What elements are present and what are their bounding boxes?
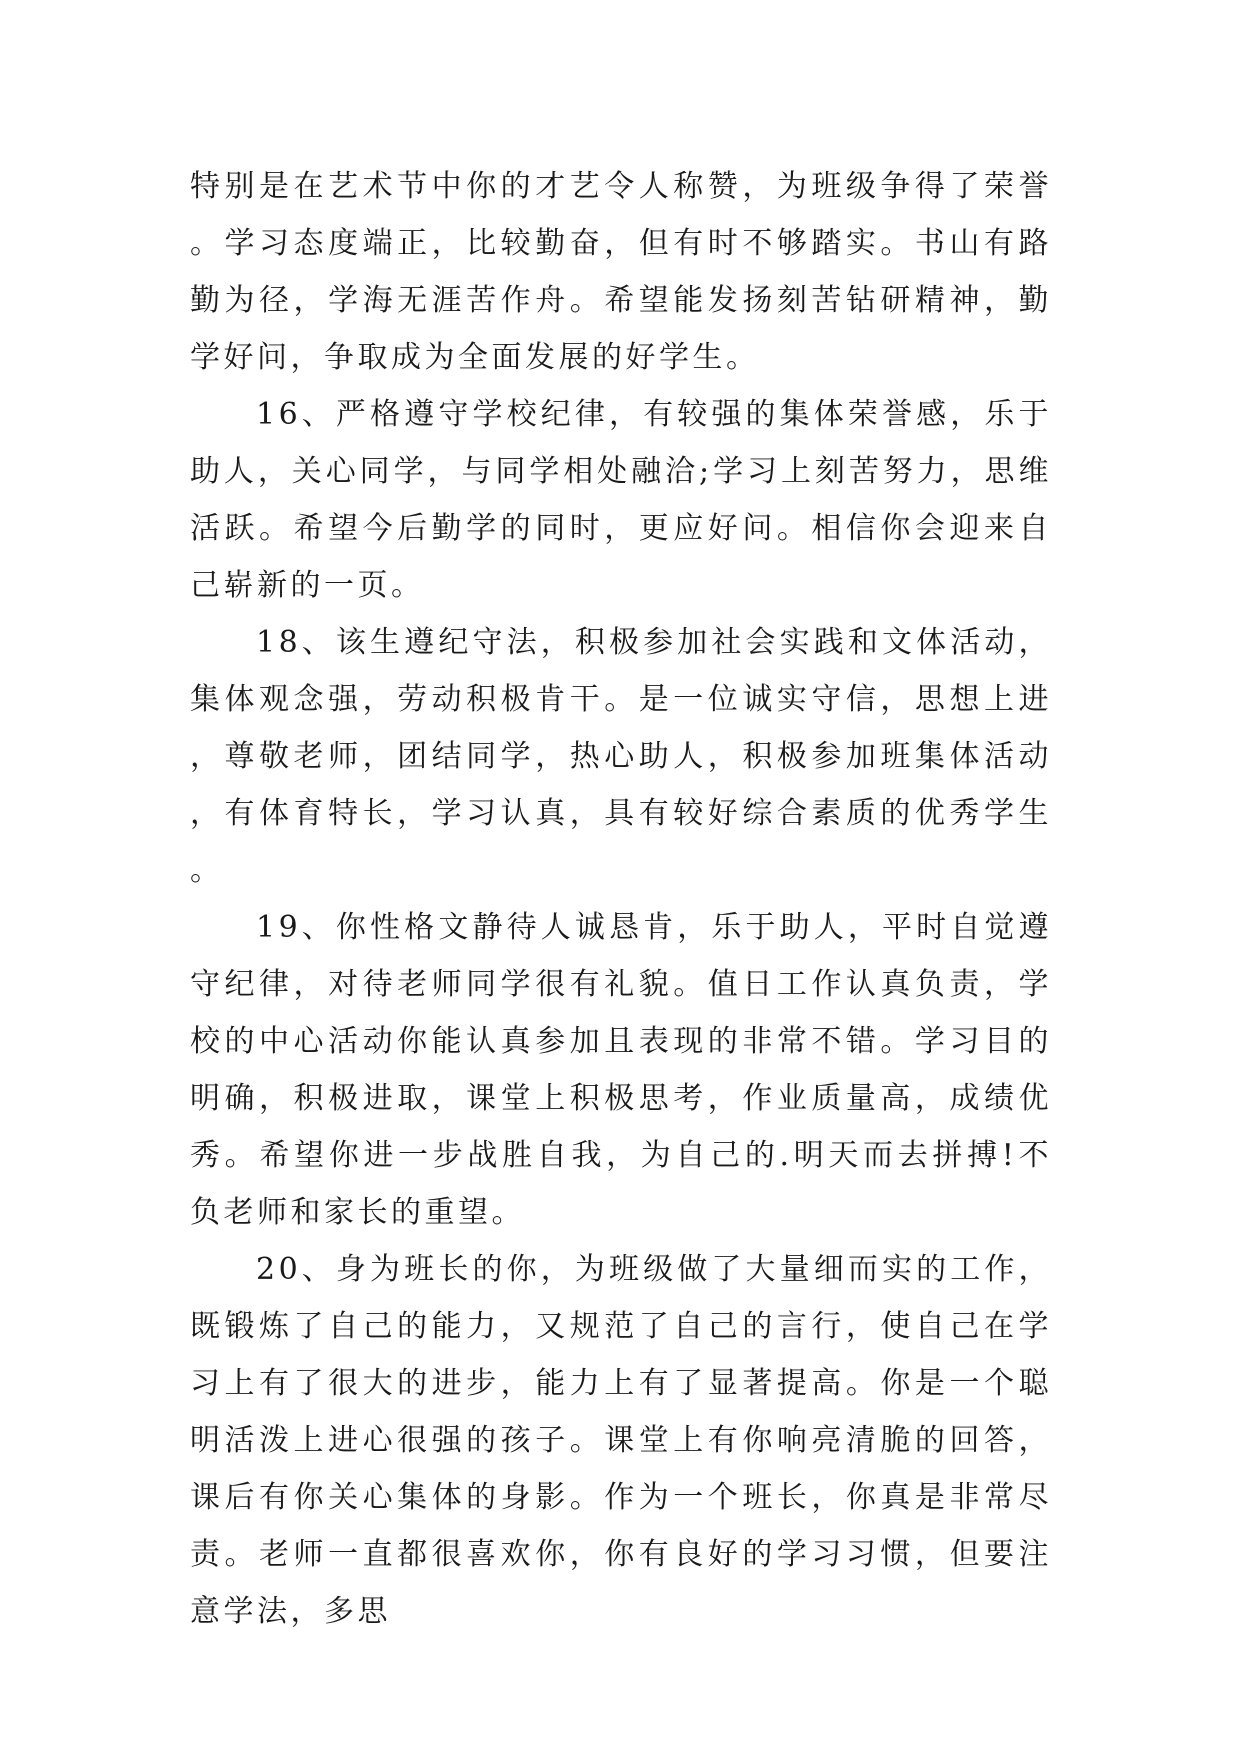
paragraph-continuation: 特别是在艺术节中你的才艺令人称赞，为班级争得了荣誉。学习态度端正，比较勤奋，但有时不够踏实。书山有路勤为径，学海无涯苦作舟。希望能发扬刻苦钻研精神，勤学好问，争取成为全面发展的好学生。 (190, 169, 1052, 375)
paragraph-comment-18: 18、该生遵纪守法，积极参加社会实践和文体活动，集体观念强，劳动积极肯干。是一位诚实守信，思想上进，尊敬老师，团结同学，热心助人，积极参加班集体活动，有体育特长，学习认真，具有较好综合素质的优秀学生。 (190, 625, 1052, 888)
paragraph-comment-16: 16、严格遵守学校纪律，有较强的集体荣誉感，乐于助人，关心同学，与同学相处融洽;学习上刻苦努力，思维活跃。希望今后勤学的同时，更应好问。相信你会迎来自己崭新的一页。 (190, 397, 1052, 603)
document-body (190, 158, 1052, 1640)
paragraph-comment-19: 19、你性格文静待人诚恳肯，乐于助人，平时自觉遵守纪律，对待老师同学很有礼貌。值日工作认真负责，学校的中心活动你能认真参加且表现的非常不错。学习目的明确，积极进取，课堂上积极思考，作业质量高，成绩优秀。希望你进一步战胜自我，为自己的.明天而去拼搏!不负老师和家长的重望。 (190, 910, 1052, 1230)
paragraph-comment-20: 20、身为班长的你，为班级做了大量细而实的工作，既锻炼了自己的能力，又规范了自己的言行，使自己在学习上有了很大的进步，能力上有了显著提高。你是一个聪明活泼上进心很强的孩子。课堂上有你响亮清脆的回答，课后有你关心集体的身影。作为一个班长，你真是非常尽责。老师一直都很喜欢你，你有良好的学习习惯，但要注意学法，多思 (190, 1252, 1052, 1629)
